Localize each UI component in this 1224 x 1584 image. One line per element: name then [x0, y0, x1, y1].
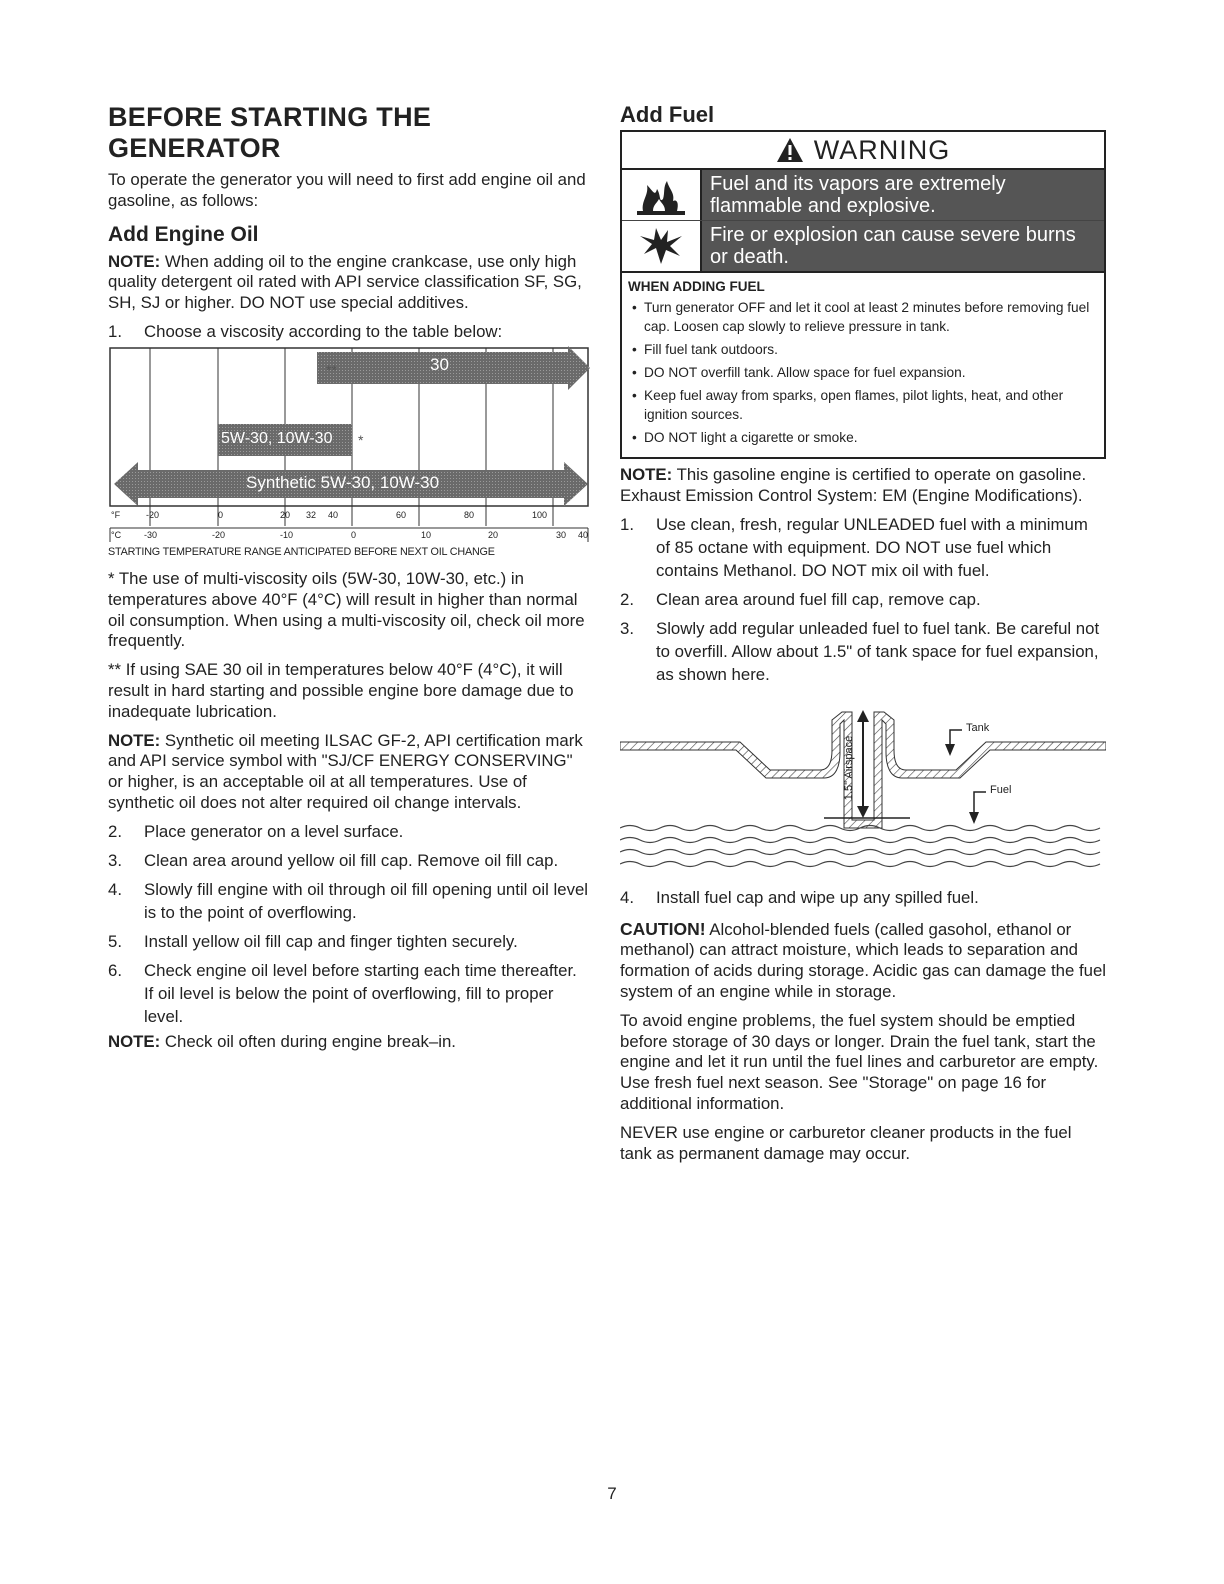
hazard-flammable-text: Fuel and its vapors are extremely flammable and explosive. — [702, 170, 1104, 220]
double-asterisk: ** — [326, 361, 337, 378]
hazard-flammable — [622, 170, 1104, 221]
step-text: Slowly add regular unleaded fuel to fuel tank. Be careful not to overfill. Allow about 1.5" of tank space for fuel expansion, as shown here. — [656, 618, 1100, 684]
caution-label: CAUTION! — [620, 918, 706, 939]
temperature-tick: 40 — [578, 529, 589, 540]
warning-triangle-icon — [776, 137, 804, 163]
step-text: Check engine oil level before starting each time thereafter. If oil level is below the point of overflowing, fill to proper level. — [144, 960, 577, 1026]
step-5 — [108, 930, 590, 953]
note-text: Synthetic oil meeting ILSAC GF-2, API certification mark and API service symbol with "SJ/CF ENERGY CONSERVING" or higher, is an acceptable oil at all temperatures. Use of synthetic oil does not alter required oil change intervals. — [108, 730, 583, 812]
step-text: Place generator on a level surface. — [144, 821, 404, 841]
step-number: 1. — [108, 321, 122, 341]
note-label: NOTE: — [620, 465, 673, 484]
step-text: Clean area around fuel fill cap, remove cap. — [656, 589, 981, 609]
warning-body — [622, 273, 1104, 457]
step-number: 1. — [620, 514, 634, 534]
temperature-tick: -10 — [280, 529, 294, 540]
explosion-icon — [622, 221, 702, 271]
note-label: NOTE: — [108, 730, 161, 750]
step-number: 3. — [620, 618, 634, 638]
chart-caption: STARTING TEMPERATURE RANGE ANTICIPATED BEFORE NEXT OIL CHANGE — [108, 545, 495, 558]
warning-title: WARNING — [813, 134, 951, 165]
step-1 — [620, 513, 1106, 582]
note-text: When adding oil to the engine crankcase, use only high quality detergent oil rated with API service classification SF, SG, SH, SJ or higher. DO NOT use special additives. — [108, 251, 582, 313]
fuel-tank-diagram-graphic — [620, 700, 1106, 880]
step-text: Clean area around yellow oil fill cap. Remove oil fill cap. — [144, 850, 559, 870]
fuel-label: Fuel — [990, 783, 1012, 796]
temperature-tick: 0 — [351, 529, 357, 540]
step-number: 5. — [108, 931, 122, 951]
step-number: 4. — [108, 879, 122, 899]
warning-header — [622, 132, 1104, 170]
fuel-tank-diagram — [620, 700, 1106, 880]
warning-item: • Keep fuel away from sparks, open flames, pilot lights, heat, and other ignition sources. — [628, 386, 1098, 424]
viscosity-chart — [108, 346, 590, 542]
warning-item: • Fill fuel tank outdoors. — [628, 340, 1098, 359]
warning-item: • DO NOT overfill tank. Allow space for fuel expansion. — [628, 363, 1098, 382]
temperature-tick: 30 — [556, 529, 567, 540]
add-fuel-heading: Add Fuel — [620, 102, 715, 127]
page-number: 7 — [607, 1484, 617, 1503]
footnote-single: * The use of multi-viscosity oils (5W-30, 10W-30, etc.) in temperatures above 40°F (4°C) will result in higher than normal oil consumption. When using a multi-viscosity oil, check oil more frequently. — [108, 568, 585, 651]
temperature-tick: -20 — [146, 509, 160, 520]
single-asterisk: * — [358, 431, 364, 448]
step-text: Slowly fill engine with oil through oil fill opening until oil level is to the point of overflowing. — [144, 879, 589, 922]
footnote-double: ** If using SAE 30 oil in temperatures below 40°F (4°C), it will result in hard starting and possible engine bore damage due to inadequate lubrication. — [108, 660, 574, 721]
left-column — [108, 102, 590, 1053]
viscosity-chart-graphic — [108, 346, 590, 542]
step-2 — [620, 588, 1106, 611]
temperature-tick: 100 — [532, 509, 548, 520]
step-1 — [108, 320, 590, 343]
step-2 — [108, 820, 590, 843]
temperature-tick: 20 — [280, 509, 291, 520]
warning-list — [628, 298, 1098, 447]
fahrenheit-unit: °F — [111, 509, 121, 520]
temperature-tick: 60 — [396, 509, 407, 520]
temperature-tick: 40 — [328, 509, 339, 520]
temperature-tick: 0 — [218, 509, 224, 520]
temperature-tick: 10 — [421, 529, 432, 540]
step-3 — [108, 849, 590, 872]
fuel-step-4-list — [620, 886, 1106, 909]
step-number: 2. — [108, 821, 122, 841]
warning-item: • Turn generator OFF and let it cool at least 2 minutes before removing fuel cap. Loosen cap slowly to relieve pressure in tank. — [628, 298, 1098, 336]
step-6 — [108, 959, 590, 1028]
fuel-steps-list — [620, 513, 1106, 686]
celsius-unit: °C — [111, 529, 122, 540]
tank-label: Tank — [966, 721, 990, 734]
temperature-tick: 20 — [488, 529, 499, 540]
flame-icon — [622, 170, 702, 220]
note-label: NOTE: — [108, 251, 161, 271]
step-3 — [620, 617, 1106, 686]
caution-text: Alcohol-blended fuels (called gasohol, ethanol or methanol) can attract moisture, which leads to separation and formation of acids during storage. Acidic gas can damage the fuel system of an engine while in storage. — [620, 919, 1107, 1001]
step-number: 3. — [108, 850, 122, 870]
temperature-tick: -30 — [144, 529, 158, 540]
note-text: Check oil often during engine break–in. — [160, 1031, 456, 1051]
caution-paragraph — [620, 919, 1106, 1003]
section-heading: BEFORE STARTING THE GENERATOR — [108, 102, 432, 163]
step-text: Choose a viscosity according to the table below: — [144, 321, 503, 341]
step-number: 6. — [108, 960, 122, 980]
synthetic-label: Synthetic 5W-30, 10W-30 — [246, 472, 440, 492]
multi-viscosity-label: 5W-30, 10W-30 — [221, 429, 333, 447]
warning-box — [620, 130, 1106, 459]
intro-paragraph: To operate the generator you will need to first add engine oil and gasoline, as follows: — [108, 170, 586, 210]
note-break-in — [108, 1032, 590, 1053]
step-text: Use clean, fresh, regular UNLEADED fuel with a minimum of 85 octane with equipment. DO NOT use fuel which contains Methanol. DO NOT mix oil with fuel. — [656, 514, 1088, 580]
temperature-tick: -20 — [212, 529, 226, 540]
step-number: 4. — [620, 887, 634, 907]
temperature-tick: 80 — [464, 509, 475, 520]
warning-subheading: WHEN ADDING FUEL — [628, 279, 765, 294]
step-text: Install fuel cap and wipe up any spilled fuel. — [656, 887, 979, 907]
warning-item: • DO NOT light a cigarette or smoke. — [628, 428, 1098, 447]
temperature-tick: 32 — [306, 509, 317, 520]
right-column — [620, 102, 1106, 1164]
airspace-label: 1.5" Airspace — [843, 735, 856, 800]
storage-paragraph: To avoid engine problems, the fuel system should be emptied before storage of 30 days or longer. Drain the fuel tank, start the engine and let it run until the fuel lines and carburetor are empty. Use fresh fuel next season. See "Storage" on page 16 for additional information. — [620, 1010, 1099, 1113]
note-label: NOTE: — [108, 1031, 161, 1051]
fuel-step-4 — [620, 886, 1106, 909]
hazard-explosion — [622, 221, 1104, 273]
sae30-bar — [317, 346, 590, 390]
step-text: Install yellow oil fill cap and finger tighten securely. — [144, 931, 518, 951]
note-text: This gasoline engine is certified to operate on gasoline. Exhaust Emission Control System: EM (Engine Modifications). — [620, 465, 1087, 505]
step-4 — [108, 878, 590, 924]
note-synthetic-oil — [108, 731, 590, 814]
never-paragraph: NEVER use engine or carburetor cleaner products in the fuel tank as permanent damage may occur. — [620, 1122, 1072, 1163]
oil-steps-list — [108, 820, 590, 1028]
hazard-explosion-text: Fire or explosion can cause severe burns or death. — [702, 221, 1104, 271]
note-oil-quality — [108, 252, 590, 314]
step-number: 2. — [620, 589, 634, 609]
add-engine-oil-heading: Add Engine Oil — [108, 222, 259, 246]
note-emission — [620, 465, 1106, 507]
sae30-label: 30 — [430, 354, 449, 374]
